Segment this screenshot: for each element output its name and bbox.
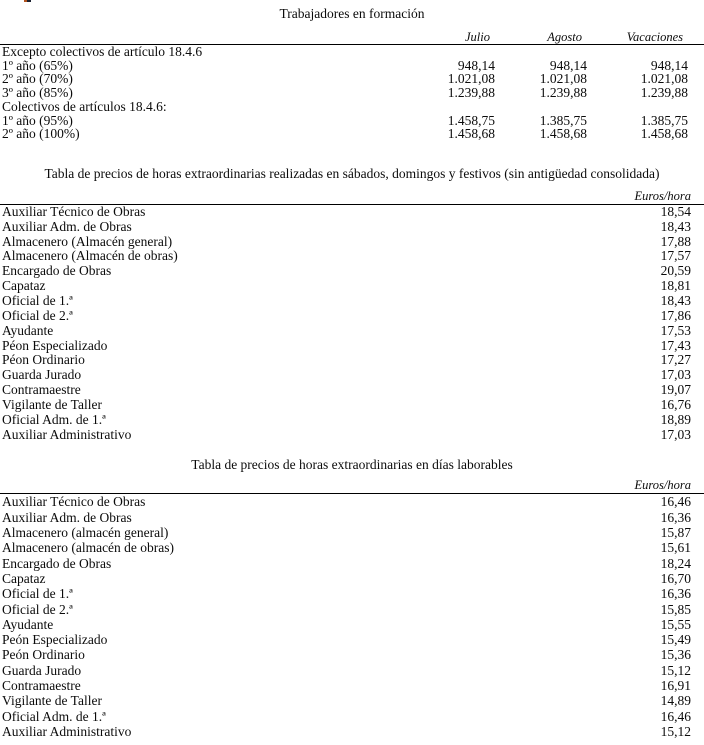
weekday-overtime-table <box>0 457 704 739</box>
row-value-julio <box>400 100 495 114</box>
row-label: Almacenero (Almacén de obras) <box>2 248 178 264</box>
row-rate: 16,70 <box>660 570 691 586</box>
table-row <box>0 663 704 678</box>
row-label: 2º año (70%) <box>2 71 73 87</box>
row-label: Oficial de 2.ª <box>2 601 73 617</box>
row-rate: 18,89 <box>660 411 691 427</box>
table-row <box>0 632 704 647</box>
row-label: Almacenero (almacén general) <box>2 525 169 541</box>
row-value-agosto: 948,14 <box>549 57 587 73</box>
table-row <box>0 45 704 59</box>
row-rate: 18,43 <box>660 218 691 234</box>
table-row <box>0 428 704 443</box>
table-row <box>0 235 704 250</box>
row-label: Capataz <box>2 570 46 586</box>
row-rate: 15,85 <box>660 601 691 617</box>
formation-table-title: Trabajadores en formación <box>279 6 425 21</box>
table-row <box>0 264 704 279</box>
row-value-agosto: 1.458,68 <box>539 126 587 142</box>
row-rate: 17,86 <box>660 307 691 323</box>
row-rate: 16,76 <box>660 396 691 412</box>
row-value-agosto: 1.239,88 <box>539 85 587 101</box>
row-rate: 19,07 <box>660 382 691 398</box>
table-row <box>0 494 704 509</box>
row-label: Auxiliar Adm. de Obras <box>2 509 132 525</box>
row-label: Péon Ordinario <box>2 352 85 368</box>
column-header-agosto: Agosto <box>547 30 582 44</box>
row-rate: 14,89 <box>660 693 691 709</box>
row-label: Almacenero (almacén de obras) <box>2 540 175 556</box>
weekday-overtime-header-row <box>0 478 704 494</box>
row-value-agosto: 1.021,08 <box>539 71 587 87</box>
row-label: Ayudante <box>2 322 54 338</box>
column-header-spacer <box>2 31 400 44</box>
table-row <box>0 413 704 428</box>
row-value-agosto <box>495 45 587 59</box>
row-rate: 18,54 <box>660 203 691 219</box>
row-label: 3º año (85%) <box>2 85 73 101</box>
row-label: Oficial de 1.ª <box>2 292 73 308</box>
row-rate: 16,46 <box>660 494 691 510</box>
weekend-overtime-table <box>0 166 704 443</box>
row-rate: 15,12 <box>660 723 691 739</box>
row-value-vacaciones <box>587 100 688 114</box>
row-rate: 16,46 <box>660 708 691 724</box>
row-value-julio: 1.021,08 <box>447 71 495 87</box>
cropped-text-fragment <box>24 0 31 2</box>
row-label: Almacenero (Almacén general) <box>2 233 173 249</box>
table-row <box>0 324 704 339</box>
row-rate: 17,03 <box>660 367 691 383</box>
table-row <box>0 586 704 601</box>
table-row <box>0 127 704 141</box>
row-label: Auxiliar Administrativo <box>2 723 132 739</box>
row-rate: 16,36 <box>660 509 691 525</box>
row-label: Contramaestre <box>2 677 81 693</box>
row-label: Ayudante <box>2 616 54 632</box>
row-rate: 17,88 <box>660 233 691 249</box>
row-label: Guarda Jurado <box>2 367 82 383</box>
table-row <box>0 309 704 324</box>
table-row <box>0 571 704 586</box>
row-rate: 15,49 <box>660 632 691 648</box>
table-row <box>0 353 704 368</box>
table-row <box>0 647 704 662</box>
row-rate: 16,91 <box>660 677 691 693</box>
row-value-julio: 1.458,75 <box>447 112 495 128</box>
row-value-agosto <box>495 100 587 114</box>
row-label: Encargado de Obras <box>2 555 112 571</box>
column-header-euros-hora: Euros/hora <box>634 478 691 493</box>
formation-table <box>0 6 704 141</box>
row-label: Vigilante de Taller <box>2 693 102 709</box>
row-rate: 15,55 <box>660 616 691 632</box>
table-row <box>0 602 704 617</box>
table-row <box>0 86 704 100</box>
row-label: Peón Especializado <box>2 632 108 648</box>
row-value-vacaciones: 1.021,08 <box>640 71 688 87</box>
row-rate: 16,36 <box>660 586 691 602</box>
table-row <box>0 339 704 354</box>
row-rate: 15,36 <box>660 647 691 663</box>
cropped-ink-dark <box>27 0 31 2</box>
table-row <box>0 540 704 555</box>
table-row <box>0 693 704 708</box>
row-label: Oficial Adm. de 1.ª <box>2 411 106 427</box>
row-label: Auxiliar Técnico de Obras <box>2 494 146 510</box>
table-row <box>0 398 704 413</box>
row-label: Excepto colectivos de artículo 18.4.6 <box>2 44 203 59</box>
row-rate: 17,57 <box>660 248 691 264</box>
row-rate: 17,27 <box>660 352 691 368</box>
table-row <box>0 678 704 693</box>
row-label: Oficial de 2.ª <box>2 307 73 323</box>
row-label: Vigilante de Taller <box>2 396 102 412</box>
table-row <box>0 368 704 383</box>
row-label: Guarda Jurado <box>2 662 82 678</box>
table-row <box>0 205 704 220</box>
table-row <box>0 556 704 571</box>
row-label: Auxiliar Técnico de Obras <box>2 203 146 219</box>
row-value-julio <box>400 45 495 59</box>
row-value-agosto: 1.385,75 <box>539 112 587 128</box>
row-label: 2º año (100%) <box>2 126 80 142</box>
table-row <box>0 220 704 235</box>
row-label: 1º año (65%) <box>2 57 73 73</box>
row-value-julio: 1.458,68 <box>447 126 495 142</box>
row-label: Contramaestre <box>2 382 81 398</box>
row-rate: 15,61 <box>660 540 691 556</box>
row-label: Péon Especializado <box>2 337 108 353</box>
table-row <box>0 279 704 294</box>
table-row <box>0 383 704 398</box>
table-row <box>0 724 704 739</box>
table-row <box>0 294 704 309</box>
row-rate: 18,81 <box>660 278 691 294</box>
weekend-overtime-table-title: Tabla de precios de horas extraordinarias realizadas en sábados, domingos y festivos (sin antigüedad consolidada) <box>44 165 660 181</box>
table-row <box>0 709 704 724</box>
formation-table-header-row <box>0 31 704 45</box>
column-header-euros-hora: Euros/hora <box>634 188 691 203</box>
row-value-vacaciones: 1.385,75 <box>640 112 688 128</box>
row-label: Capataz <box>2 278 46 294</box>
row-label: Encargado de Obras <box>2 263 112 279</box>
row-rate: 18,24 <box>660 555 691 571</box>
table-row <box>0 525 704 540</box>
row-value-julio: 948,14 <box>457 57 495 73</box>
row-label: Peón Ordinario <box>2 647 85 663</box>
table-row <box>0 249 704 264</box>
row-label: Auxiliar Adm. de Obras <box>2 218 132 234</box>
row-rate: 18,43 <box>660 292 691 308</box>
row-rate: 17,03 <box>660 426 691 442</box>
weekday-overtime-table-title: Tabla de precios de horas extraordinarias en días laborables <box>191 457 513 473</box>
row-rate: 15,12 <box>660 662 691 678</box>
row-rate: 17,43 <box>660 337 691 353</box>
table-row <box>0 510 704 525</box>
table-row <box>0 114 704 128</box>
row-value-julio: 1.239,88 <box>447 85 495 101</box>
row-label: Oficial de 1.ª <box>2 586 73 602</box>
table-row <box>0 72 704 86</box>
row-label: 1º año (95%) <box>2 112 73 128</box>
row-value-vacaciones: 948,14 <box>650 57 688 73</box>
row-rate: 15,87 <box>660 525 691 541</box>
table-row <box>0 59 704 73</box>
row-value-vacaciones: 1.458,68 <box>640 126 688 142</box>
column-header-julio: Julio <box>465 30 490 44</box>
row-rate: 17,53 <box>660 322 691 338</box>
row-label: Colectivos de artículos 18.4.6: <box>2 98 167 114</box>
column-header-vacaciones: Vacaciones <box>626 30 683 44</box>
weekend-overtime-header-row <box>0 189 704 205</box>
table-row <box>0 617 704 632</box>
row-rate: 20,59 <box>660 263 691 279</box>
row-value-vacaciones: 1.239,88 <box>640 85 688 101</box>
row-label: Auxiliar Administrativo <box>2 426 132 442</box>
row-label: Oficial Adm. de 1.ª <box>2 708 106 724</box>
row-value-vacaciones <box>587 45 688 59</box>
table-row <box>0 100 704 114</box>
